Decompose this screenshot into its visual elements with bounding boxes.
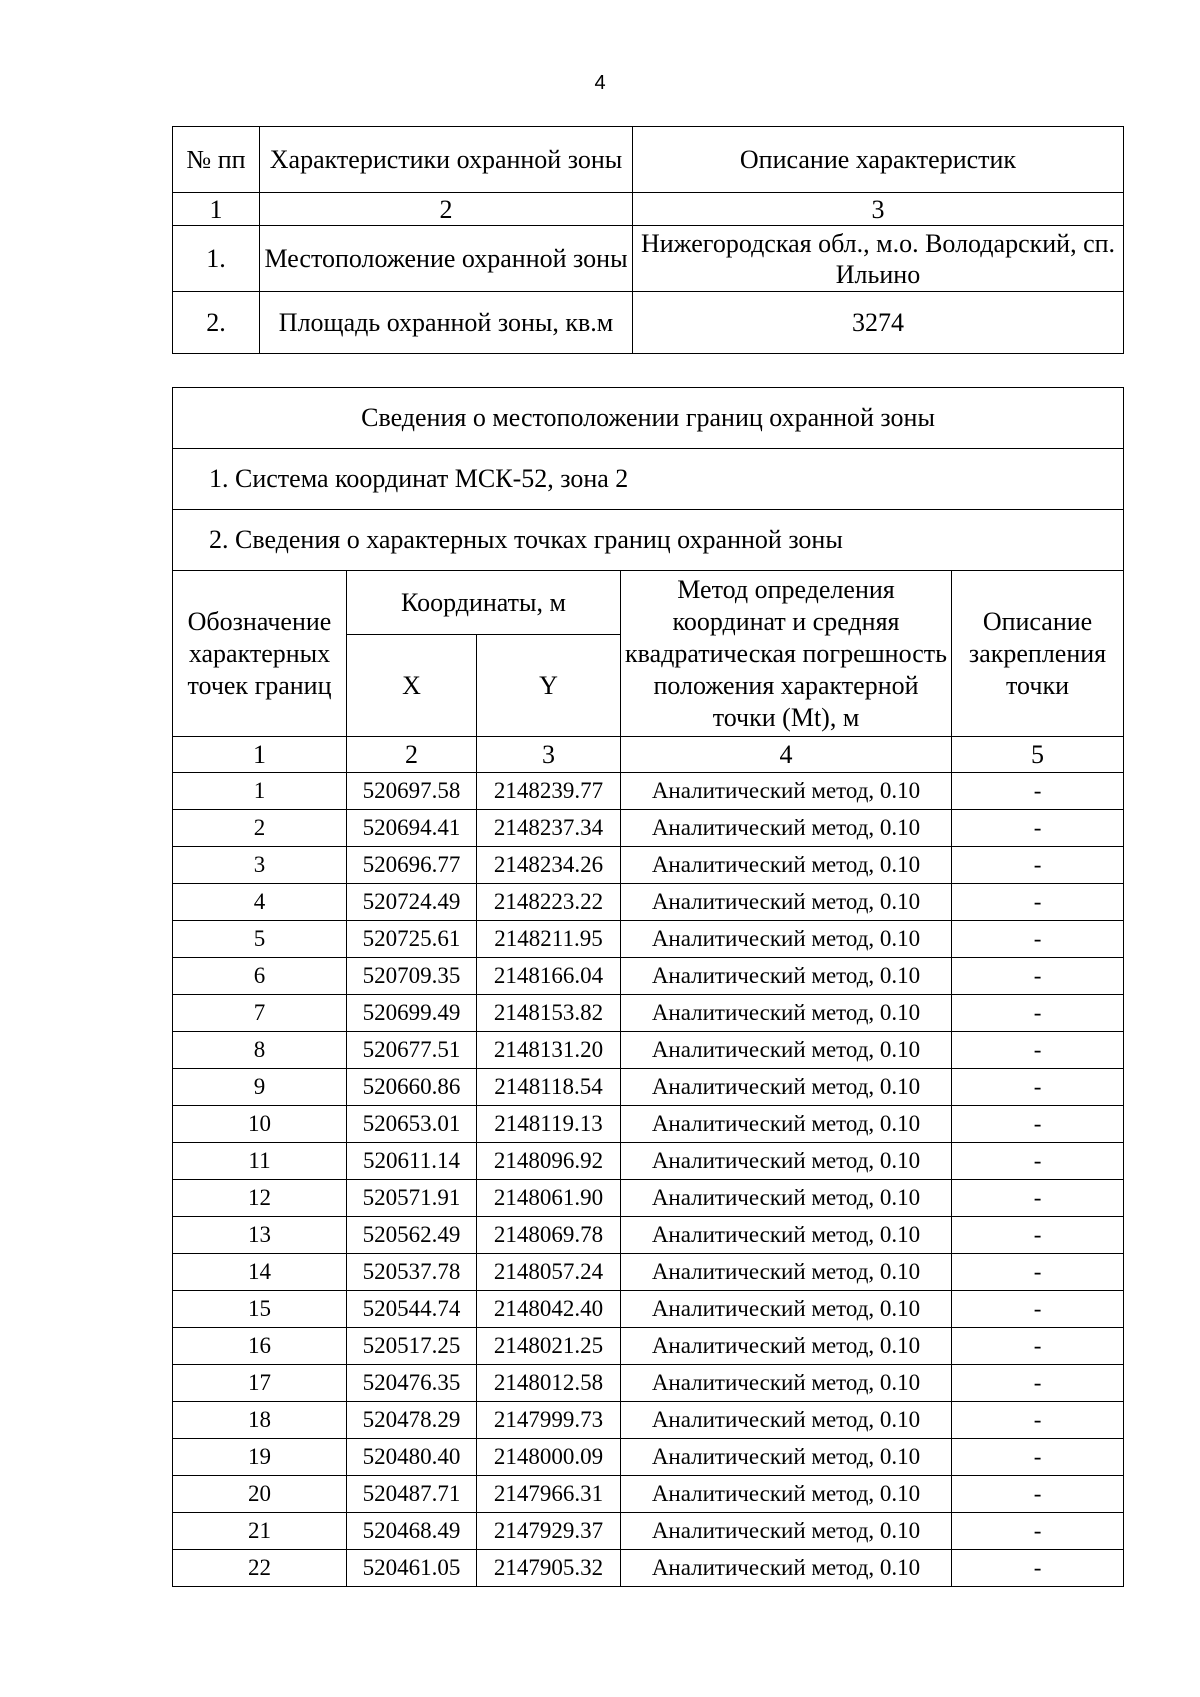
table-row — [173, 884, 1124, 921]
point-id: 19 — [173, 1439, 347, 1476]
coord-y: 2148234.26 — [477, 847, 621, 884]
method: Аналитический метод, 0.10 — [621, 1069, 952, 1106]
method: Аналитический метод, 0.10 — [621, 1032, 952, 1069]
coord-x: 520724.49 — [347, 884, 477, 921]
table-row — [173, 921, 1124, 958]
fixing: - — [952, 1180, 1124, 1217]
coord-x: 520517.25 — [347, 1328, 477, 1365]
method: Аналитический метод, 0.10 — [621, 1439, 952, 1476]
row-number: 1. — [173, 226, 260, 292]
point-id: 14 — [173, 1254, 347, 1291]
point-id: 10 — [173, 1106, 347, 1143]
column-number: 5 — [952, 737, 1124, 773]
header-num: № пп — [173, 127, 260, 193]
column-number: 4 — [621, 737, 952, 773]
coord-y: 2147905.32 — [477, 1550, 621, 1587]
coord-x: 520562.49 — [347, 1217, 477, 1254]
coord-x: 520480.40 — [347, 1439, 477, 1476]
header-x: X — [347, 635, 477, 737]
coord-y: 2148012.58 — [477, 1365, 621, 1402]
coord-x: 520461.05 — [347, 1550, 477, 1587]
coord-x: 520660.86 — [347, 1069, 477, 1106]
coord-x: 520696.77 — [347, 847, 477, 884]
table-row — [173, 1439, 1124, 1476]
coord-y: 2148166.04 — [477, 958, 621, 995]
method: Аналитический метод, 0.10 — [621, 884, 952, 921]
method: Аналитический метод, 0.10 — [621, 1106, 952, 1143]
boundary-points-table — [172, 387, 1124, 1587]
characteristic-name: Площадь охранной зоны, кв.м — [260, 292, 633, 354]
method: Аналитический метод, 0.10 — [621, 958, 952, 995]
fixing: - — [952, 1513, 1124, 1550]
coord-y: 2148021.25 — [477, 1328, 621, 1365]
coord-x: 520699.49 — [347, 995, 477, 1032]
coord-x: 520709.35 — [347, 958, 477, 995]
column-number: 3 — [477, 737, 621, 773]
column-number: 3 — [633, 193, 1124, 226]
point-id: 8 — [173, 1032, 347, 1069]
fixing: - — [952, 810, 1124, 847]
method: Аналитический метод, 0.10 — [621, 847, 952, 884]
page-number: 4 — [594, 72, 606, 94]
point-id: 1 — [173, 773, 347, 810]
fixing: - — [952, 1476, 1124, 1513]
coord-y: 2148153.82 — [477, 995, 621, 1032]
header-y: Y — [477, 635, 621, 737]
table-row — [173, 1143, 1124, 1180]
method: Аналитический метод, 0.10 — [621, 921, 952, 958]
table-row — [173, 1032, 1124, 1069]
fixing: - — [952, 1106, 1124, 1143]
coord-x: 520487.71 — [347, 1476, 477, 1513]
point-id: 13 — [173, 1217, 347, 1254]
fixing: - — [952, 1069, 1124, 1106]
method: Аналитический метод, 0.10 — [621, 1476, 952, 1513]
point-id: 17 — [173, 1365, 347, 1402]
point-id: 16 — [173, 1328, 347, 1365]
coordinate-system: 1. Система координат МСК-52, зона 2 — [173, 449, 1124, 510]
fixing: - — [952, 1365, 1124, 1402]
data-rows — [173, 773, 1124, 1587]
coord-y: 2148239.77 — [477, 773, 621, 810]
coord-x: 520537.78 — [347, 1254, 477, 1291]
table-row — [173, 1328, 1124, 1365]
point-id: 4 — [173, 884, 347, 921]
column-number: 2 — [347, 737, 477, 773]
fixing: - — [952, 1439, 1124, 1476]
table-row — [173, 1217, 1124, 1254]
table-row — [173, 1365, 1124, 1402]
method: Аналитический метод, 0.10 — [621, 1513, 952, 1550]
fixing: - — [952, 1032, 1124, 1069]
point-id: 11 — [173, 1143, 347, 1180]
point-id: 9 — [173, 1069, 347, 1106]
point-id: 21 — [173, 1513, 347, 1550]
point-id: 15 — [173, 1291, 347, 1328]
header-coordinates: Координаты, м — [347, 571, 621, 635]
method: Аналитический метод, 0.10 — [621, 1254, 952, 1291]
fixing: - — [952, 1291, 1124, 1328]
coord-y: 2148096.92 — [477, 1143, 621, 1180]
method: Аналитический метод, 0.10 — [621, 1402, 952, 1439]
table-row — [173, 1513, 1124, 1550]
method: Аналитический метод, 0.10 — [621, 1365, 952, 1402]
table-row — [173, 1106, 1124, 1143]
column-number: 2 — [260, 193, 633, 226]
table-row — [173, 1254, 1124, 1291]
coord-y: 2148057.24 — [477, 1254, 621, 1291]
coord-x: 520468.49 — [347, 1513, 477, 1550]
header-characteristic: Характеристики охранной зоны — [260, 127, 633, 193]
header-fixing: Описание закрепления точки — [952, 571, 1124, 737]
coord-y: 2148223.22 — [477, 884, 621, 921]
coord-x: 520571.91 — [347, 1180, 477, 1217]
method: Аналитический метод, 0.10 — [621, 1217, 952, 1254]
table-row — [173, 847, 1124, 884]
coord-x: 520476.35 — [347, 1365, 477, 1402]
coord-x: 520544.74 — [347, 1291, 477, 1328]
method: Аналитический метод, 0.10 — [621, 1180, 952, 1217]
table-row — [173, 1069, 1124, 1106]
fixing: - — [952, 773, 1124, 810]
fixing: - — [952, 921, 1124, 958]
table-row — [173, 1476, 1124, 1513]
characteristic-value: Нижегородская обл., м.о. Володарский, сп. Ильино — [633, 226, 1124, 292]
coord-y: 2148211.95 — [477, 921, 621, 958]
coord-y: 2148061.90 — [477, 1180, 621, 1217]
coord-x: 520653.01 — [347, 1106, 477, 1143]
table-row — [173, 1550, 1124, 1587]
coord-y: 2147966.31 — [477, 1476, 621, 1513]
characteristic-name: Местоположение охранной зоны — [260, 226, 633, 292]
point-id: 6 — [173, 958, 347, 995]
method: Аналитический метод, 0.10 — [621, 995, 952, 1032]
point-id: 2 — [173, 810, 347, 847]
fixing: - — [952, 1550, 1124, 1587]
table-row — [173, 958, 1124, 995]
method: Аналитический метод, 0.10 — [621, 810, 952, 847]
point-id: 12 — [173, 1180, 347, 1217]
fixing: - — [952, 995, 1124, 1032]
method: Аналитический метод, 0.10 — [621, 1291, 952, 1328]
fixing: - — [952, 884, 1124, 921]
coord-y: 2148069.78 — [477, 1217, 621, 1254]
coord-y: 2148118.54 — [477, 1069, 621, 1106]
fixing: - — [952, 847, 1124, 884]
method: Аналитический метод, 0.10 — [621, 1328, 952, 1365]
coord-y: 2147929.37 — [477, 1513, 621, 1550]
fixing: - — [952, 1402, 1124, 1439]
point-id: 20 — [173, 1476, 347, 1513]
coord-y: 2147999.73 — [477, 1402, 621, 1439]
coord-y: 2148237.34 — [477, 810, 621, 847]
coord-x: 520697.58 — [347, 773, 477, 810]
method: Аналитический метод, 0.10 — [621, 1550, 952, 1587]
coord-x: 520725.61 — [347, 921, 477, 958]
point-id: 5 — [173, 921, 347, 958]
point-id: 22 — [173, 1550, 347, 1587]
header-point: Обозначение характерных точек границ — [173, 571, 347, 737]
table-row — [173, 995, 1124, 1032]
coord-x: 520677.51 — [347, 1032, 477, 1069]
characteristic-value: 3274 — [633, 292, 1124, 354]
table-title: Сведения о местоположении границ охранной зоны — [173, 388, 1124, 449]
fixing: - — [952, 958, 1124, 995]
point-id: 18 — [173, 1402, 347, 1439]
row-number: 2. — [173, 292, 260, 354]
coord-y: 2148042.40 — [477, 1291, 621, 1328]
table-row — [173, 1402, 1124, 1439]
method: Аналитический метод, 0.10 — [621, 773, 952, 810]
coord-x: 520611.14 — [347, 1143, 477, 1180]
fixing: - — [952, 1328, 1124, 1365]
coord-y: 2148000.09 — [477, 1439, 621, 1476]
table-row — [173, 773, 1124, 810]
coord-x: 520478.29 — [347, 1402, 477, 1439]
table-row — [173, 1291, 1124, 1328]
table-row — [173, 1180, 1124, 1217]
header-description: Описание характеристик — [633, 127, 1124, 193]
point-id: 7 — [173, 995, 347, 1032]
coord-y: 2148119.13 — [477, 1106, 621, 1143]
fixing: - — [952, 1217, 1124, 1254]
zone-characteristics-table — [172, 126, 1124, 354]
fixing: - — [952, 1254, 1124, 1291]
column-number: 1 — [173, 193, 260, 226]
table-row — [173, 810, 1124, 847]
coord-x: 520694.41 — [347, 810, 477, 847]
points-section-title: 2. Сведения о характерных точках границ охранной зоны — [173, 510, 1124, 571]
header-method: Метод определения координат и средняя квадратическая погрешность положения характерной точки (Mt), м — [621, 571, 952, 737]
point-id: 3 — [173, 847, 347, 884]
fixing: - — [952, 1143, 1124, 1180]
method: Аналитический метод, 0.10 — [621, 1143, 952, 1180]
column-number: 1 — [173, 737, 347, 773]
coord-y: 2148131.20 — [477, 1032, 621, 1069]
